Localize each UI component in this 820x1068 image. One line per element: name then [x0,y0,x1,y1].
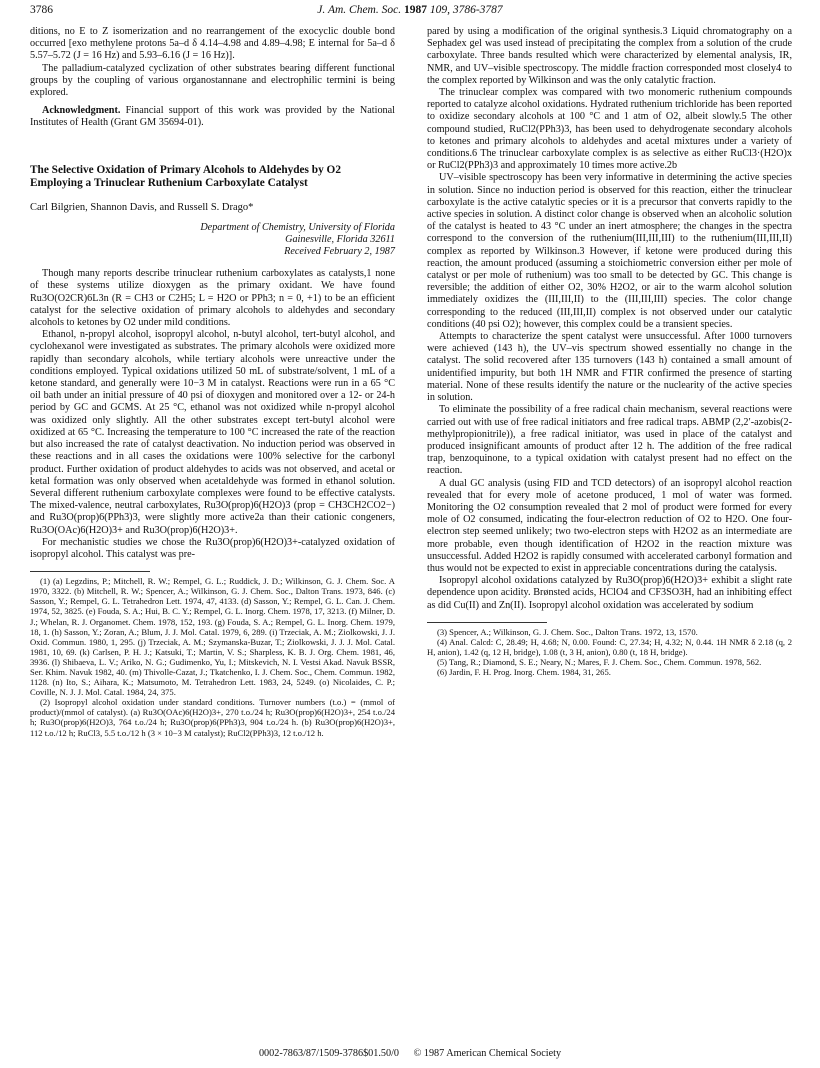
article-title: The Selective Oxidation of Primary Alcohols to Aldehydes by O2 Employing a Trinuclear Ruthenium Carboxylate Catalyst [30,163,341,190]
affiliation-department: Department of Chemistry, University of Florida [200,221,395,233]
journal-year: 1987 [403,4,427,16]
body-paragraph: For mechanistic studies we chose the Ru3O(prop)6(H2O)3+-catalyzed oxidation of isopropyl alcohol. This catalyst was pre- [30,536,395,560]
body-paragraph: To eliminate the possibility of a free radical chain mechanism, several reactions were carried out with use of free radical initiators and free radical traps. ABMP (2,2′-azobis(2-methylpropionitrile)), a free radical initiator, was used in place of the catalyst and produced insignificant amounts of product after 12 h. The addition of the free radical trap, benzoquinone, to a typical oxidation with catalyst present had no effect on the reaction. [427,404,792,477]
footnotes [30,576,395,738]
body-paragraph: Attempts to characterize the spent catalyst were unsuccessful. After 1000 turnovers were achieved (143 h), the UV–vis spectrum showed essentially no change in the catalyst. The solid recovered after 135 turnovers (143 h) contained a small amount of unidentified impurity, but both 1H NMR and FTIR confirmed the presence of starting material. None of these results identify the nature or the nuclearity of the active species in solution. [427,331,792,404]
continuation-paragraph: The palladium-catalyzed cyclization of other substrates bearing different functional groups by the coupling of various organostannane and electrophilic termini is being explored. [30,62,395,99]
body-paragraph: Though many reports describe trinuclear ruthenium carboxylates as catalysts,1 none of these systems utilize dioxygen as the primary oxidant. We have found Ru3O(O2CR)6L3n (R = CH3 or C2H5; L = H2O or PPh3; n = 0, +1) to be an efficient catalyst for the selective oxidation of primary alcohols to aldehydes and secondary alcohols to ketones by O2 under mild conditions. [30,268,395,329]
acknowledgment-text: Financial support of this work was provided by the National Institutes of Health (Grant GM 35694-01). [30,105,396,129]
continuation-paragraph: ditions, no E to Z isomerization and no rearrangement of the exocyclic double bond occurred [exo methylene protons 5a–d δ 4.14–4.98 and 4.89–4.98; E internal for 5a–d δ 5.57–5.72 (J = 16 Hz) and 5.93–6.16 (J = 16 Hz)]. [30,26,395,62]
body-paragraph: UV–visible spectroscopy has been very informative in determining the active species in solution. Since no induction period is observed for this reaction, either the trinuclear carboxylate is the active catalytic species or it is a precursor that converts rapidly to the active species in solution. A distinct color change is observed when an alcoholic solution of the catalyst is heated to 43 °C under an inert atmosphere; the changes in the spectra correspond to the conversion of the ruthenium(III,III,III) to the ruthenium(III,III,II) complex as reported by Wilkinson.3 However, if ketone were produced during this reaction, the amount produced (assuming a stoichiometric conversion either per mole of catalyst or per mole of ruthenium) was too small to be detected by GC. This change is reversible; the addition of either O2, 30% H2O2, or air to the warm alcohol solution immediately oxidizes the (III,III,II) to the (III,III,III) species. The color change corresponding to the reduced (III,III,II) complex is not observed under our catalytic conditions (40 psi O2); however, this complex could be a transient species. [427,172,792,330]
page-number: 3786 [30,4,53,16]
body-paragraph: pared by using a modification of the original synthesis.3 Liquid chromatography on a Sephadex gel was used instead of precipitating the complex from a solution of the crude carboxylate. Three bands resulted which were characterized by elemental analysis, IR, NMR, and UV–visible spectroscopy. The middle fraction corresponded most closely4 to the complex reported by Wilkinson and was the only catalytic fraction. [427,26,792,86]
acknowledgment [30,105,395,129]
affiliation-city: Gainesville, Florida 32611 [285,233,395,245]
body-paragraph: The trinuclear complex was compared with two monomeric ruthenium compounds reported to catalyze alcohol oxidations. Hydrated ruthenium trichloride has been reported to oxidize secondary alcohols at 100 °C and 1 atm of O2, albeit slowly.5 The other compound studied, RuCl2(PPh3)3, has been used to dehydrogenate secondary alcohols to ketones and primary alcohols to aldehydes and acetal mixtures under a variety of conditions.6 The trinuclear carboxylate complex is as selective as either RuCl3·(H2O)x or RuCl2(PPh3)3 and approximately 10 times more active.2b [427,87,792,172]
footnote-rule [427,622,547,623]
received-date: Received February 2, 1987 [284,246,395,258]
journal-pages: 3786-3787 [452,4,503,16]
footnote: (5) Tang, R.; Diamond, S. E.; Neary, N.; Mares, F. J. Chem. Soc., Chem. Commun. 1978, 562. [437,657,762,668]
footnote-rule [30,571,150,572]
footnote: (3) Spencer, A.; Wilkinson, G. J. Chem. Soc., Dalton Trans. 1972, 13, 1570. [437,626,698,637]
copyright-notice: © 1987 American Chemical Society [413,1048,562,1059]
running-header [30,4,790,20]
footnotes [427,627,792,677]
body-paragraph: Isopropyl alcohol oxidations catalyzed by Ru3O(prop)6(H2O)3+ exhibit a slight rate dependence upon acidity. Brønsted acids, HClO4 and CF3SO3H, had an inhibiting effect as did Cu(II) and Zn(II). Isopropyl alcohol oxidation was accelerated by sodium [427,575,792,611]
journal-abbr: J. Am. Chem. Soc. [317,4,402,16]
article-code: 0002-7863/87/1509-3786$01.50/0 [258,1048,400,1059]
footnote: (2) Isopropyl alcohol oxidation under standard conditions. Turnover numbers (t.o.) = (mmol of product)/(mmol of catalyst). (a) Ru3O(OAc)6(H2O)3+, 270 t.o./24 h; Ru3O(prop)6(H2O)3+, 254 t.o./24 h; Ru3O(prop)6(H2O)3, 764 t.o./24 h; Ru3O(prop)6(PPh3)3, 904 t.o./24 h. (b) Ru3O(prop)6(H2O)3+, 112 t.o./12 h; RuCl3, 5.5 t.o./12 h (3 × 10−3 M catalyst); RuCl2(PPh3)3, 12 t.o./12 h. [30,697,395,738]
page-footer [0,1048,820,1059]
left-column [30,26,395,738]
footnote: (6) Jardin, F. H. Prog. Inorg. Chem. 1984, 31, 265. [437,667,611,678]
journal-volume: 109, [429,4,450,16]
acknowledgment-heading: Acknowledgment. [42,105,121,117]
footnote: (1) (a) Legzdins, P.; Mitchell, R. W.; Rempel, G. L.; Ruddick, J. D.; Wilkinson, G. J. Chem. Soc. A 1970, 3322. (b) Mitchell, R. W.; Spencer, A.; Wilkinson, G. J. Chem. Soc., Dalton Trans. 1973, 846. (c) Sasson, Y.; Rempel, G. L. Tetrahedron Lett. 1974, 47, 4133. (d) Sasson, Y.; Rempel, G. L. Can. J. Chem. 1974, 52, 3825. (e) Fouda, S. A.; Hui, B. C. Y.; Rempel, G. L. Inorg. Chem. 1978, 17, 3213. (f) Milner, D. J.; Whelan, R. J. Organomet. Chem. 1978, 152, 193. (g) Fouda, S. A.; Rempel, G. L. Inorg. Chem. 1979, 18, 1. (h) Sasson, Y.; Zoran, A.; Blum, J. J. Mol. Catal. 1979, 6, 289. (i) Trzeciak, A. M.; Ziolkowski, J. J. Oxid. Commun. 1980, 1, 295. (j) Trzeciak, A. M.; Szymanska-Buzar, T.; Ziolkowski, J. J. J. Mol. Catal. 1981, 10, 69. (k) Carlsen, P. H. J.; Katsuki, T.; Martin, V. S.; Sharpless, K. B. J. Org. Chem. 1981, 46, 3936. (l) Shibaeva, L. V.; Ariko, N. G.; Gudimenko, Yu, I.; Mitskevich, N. I. Vestsi Akad. Navuk BSSR, Ser. Khim. Navuk 1982, 40. (m) Thivolle-Cazat, J.; Tkatchenko, I. J. Chem. Soc., Chem. Commun. 1982, 1128. (n) Ito, S.; Aihara, K.; Matsumoto, M. Tetrahedron Lett. 1983, 24, 5249. (o) Nicolaides, C. P.; Coville, N. J. J. Mol. Catal. 1984, 24, 375. [30,576,395,698]
right-column [427,26,792,677]
footnote: (4) Anal. Calcd: C, 28.49; H, 4.68; N, 0.00. Found: C, 27.34; H, 4.32; N, 0.44. 1H NMR δ 2.18 (q, 2 H, anion), 1.42 (q, 12 H, bridge), 1.08 (t, 3 H, anion), 0.80 (t, 18 H, bridge). [427,636,792,657]
journal-citation [30,4,790,16]
author-list: Carl Bilgrien, Shannon Davis, and Russell S. Drago* [30,202,254,214]
body-paragraph: A dual GC analysis (using FID and TCD detectors) of an isopropyl alcohol reaction revealed that for every mole of acetone produced, 1 mol of water was formed. Monitoring the O2 consumption revealed that 2 mol of product were formed for every mole of O2 consumed, indicating the four-electron reduction of O2 to H2O. One four-electron step seemed unlikely; two two-electron steps with H2O2 as an intermediate are more probable, even though identification of H2O2 in the reaction mixture was unsuccessful. Added H2O2 is rapidly consumed with accelerated carbonyl formation and thus would not be expected to exist in appreciable concentrations during the catalysis. [427,477,792,574]
body-paragraph: Ethanol, n-propyl alcohol, isopropyl alcohol, n-butyl alcohol, tert-butyl alcohol, and cyclohexanol were investigated as substrates. The primary alcohols were oxidized more rapidly than secondary alcohols, while tertiary alcohols were unreactive under the conditions employed. Typical oxidations utilized 50 mL of substrate/solvent, 1 mL of a ketone standard, and generally were 10−3 M in catalyst. Reactions were run in a 65 °C oil bath under an initial pressure of 40 psi of dioxygen and monitored over a 12- or 24-h period by GC and GCMS. At 25 °C, ethanol was not oxidized while n-propyl alcohol was oxidized only slightly. All the other substrates except tert-butyl alcohol were oxidized at 65 °C. Increasing the temperature to 100 °C increased the rate of the reaction but also increased the rate of catalyst deactivation. No induction period was observed in these reactions and in all cases the oxidations were 100% selective for the carbonyl product. Further oxidation of product aldehydes to acids was not observed, and acetal or ketal formation was only observed when acetaldehyde was formed in ethanol solution. Several different ruthenium carboxylate complexes were found to be effective catalysts. The mixed-valence, neutral carboxylates, Ru3O(prop)6(H2O)3 (prop = CH3CH2CO2−) and Ru3O(prop)6(PPh3)3, were slightly more active2a than their cationic congeners, Ru3O(OAc)6(H2O)3+ and Ru3O(prop)6(H2O)3+. [30,329,395,536]
